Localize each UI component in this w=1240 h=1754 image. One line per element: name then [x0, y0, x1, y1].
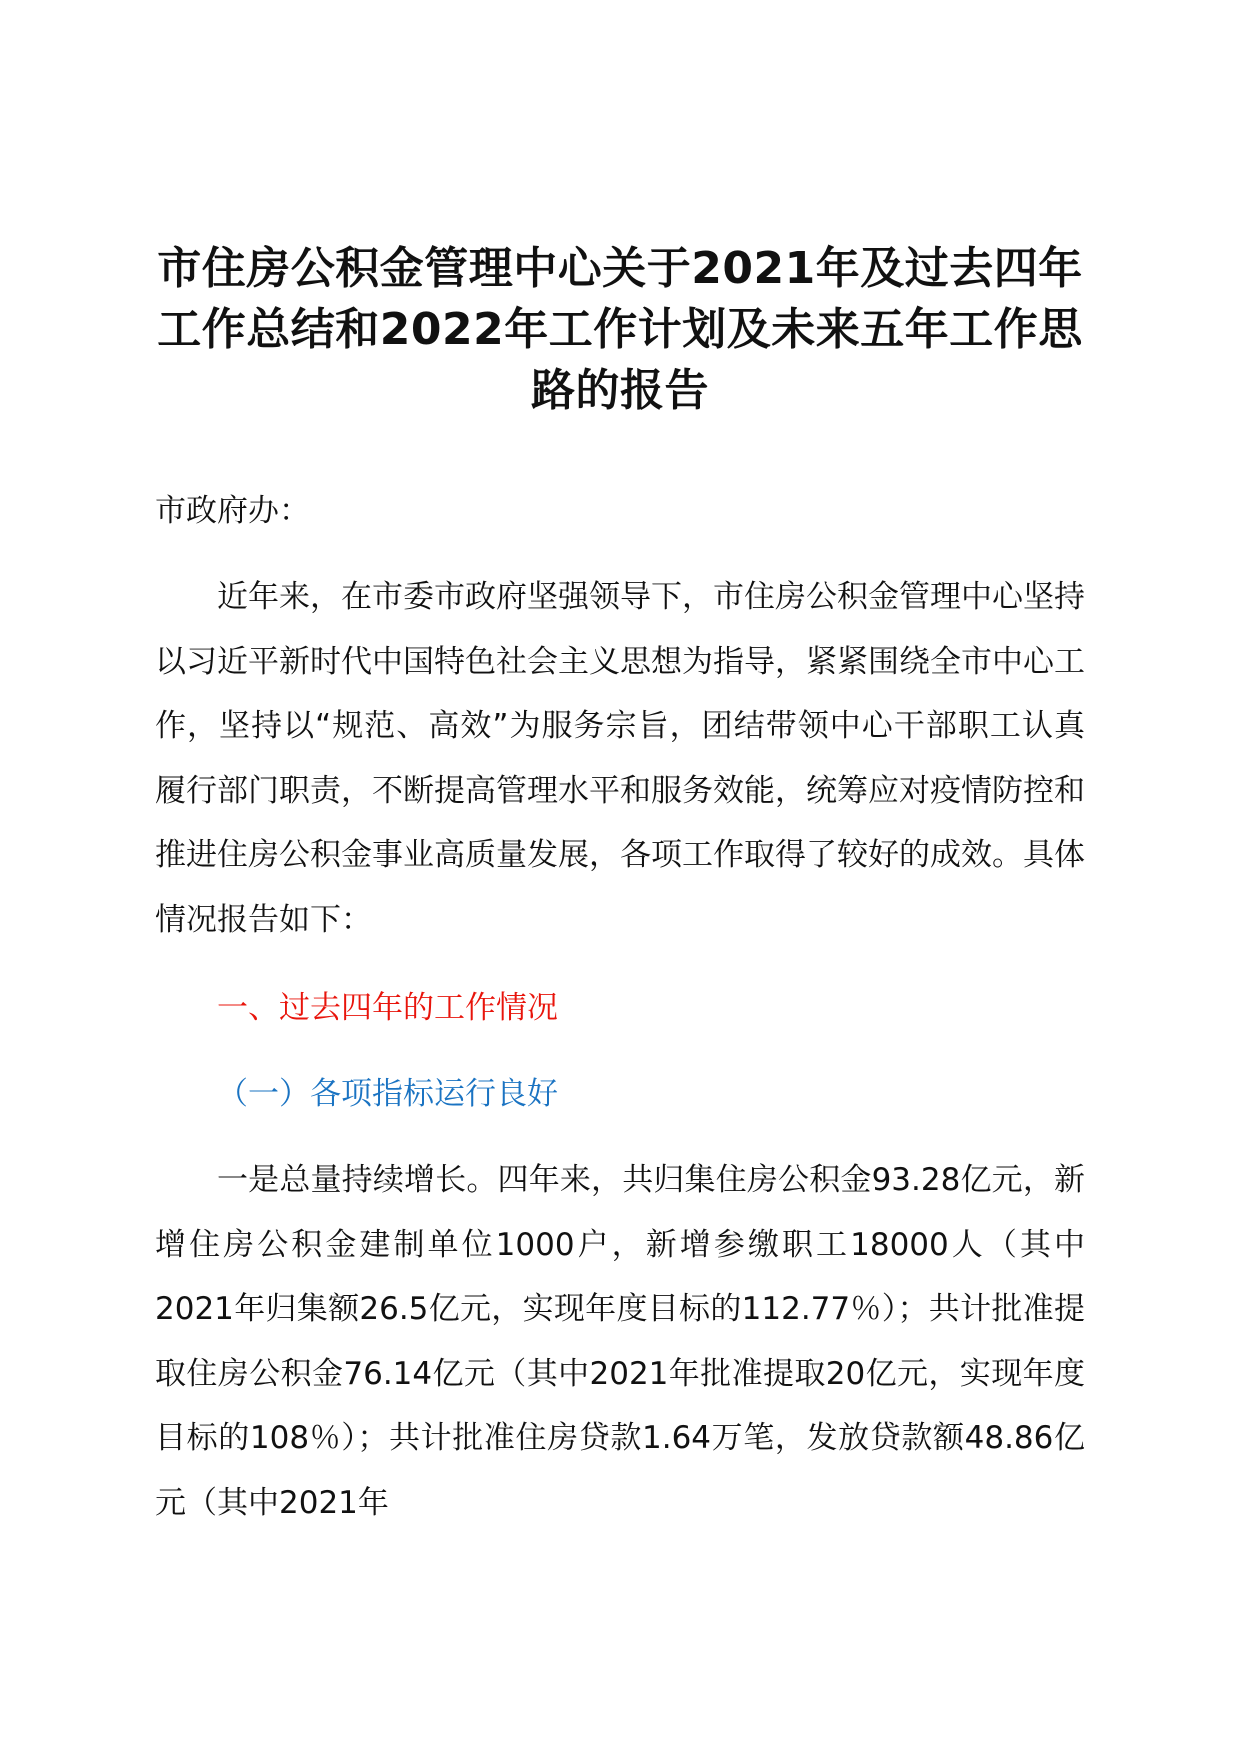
body-paragraph: 一是总量持续增长。四年来，共归集住房公积金93.28亿元，新增住房公积金建制单位1000户，新增参缴职工18000人（其中2021年归集额26.5亿元，实现年度目标的112.77％）；共计批准提取住房公积金76.14亿元（其中2021年批准提取20亿元，实现年度目标的108％）；共计批准住房贷款1.64万笔，发放贷款额48.86亿元（其中2021年	[155, 1162, 1085, 1521]
intro-paragraph: 近年来，在市委市政府坚强领导下，市住房公积金管理中心坚持以习近平新时代中国特色社会主义思想为指导，紧紧围绕全市中心工作，坚持以“规范、高效”为服务宗旨，团结带领中心干部职工认真履行部门职责，不断提高管理水平和服务效能，统筹应对疫情防控和推进住房公积金事业高质量发展，各项工作取得了较好的成效。具体情况报告如下：	[155, 579, 1085, 938]
section-heading: 一、过去四年的工作情况	[217, 990, 558, 1026]
salutation: 市政府办：	[155, 493, 310, 529]
document-title: 市住房公积金管理中心关于2021年及过去四年工作总结和2022年工作计划及未来五年工作思路的报告	[157, 243, 1083, 416]
subsection-heading: （一）各项指标运行良好	[217, 1076, 558, 1112]
document-body	[155, 238, 1085, 1535]
